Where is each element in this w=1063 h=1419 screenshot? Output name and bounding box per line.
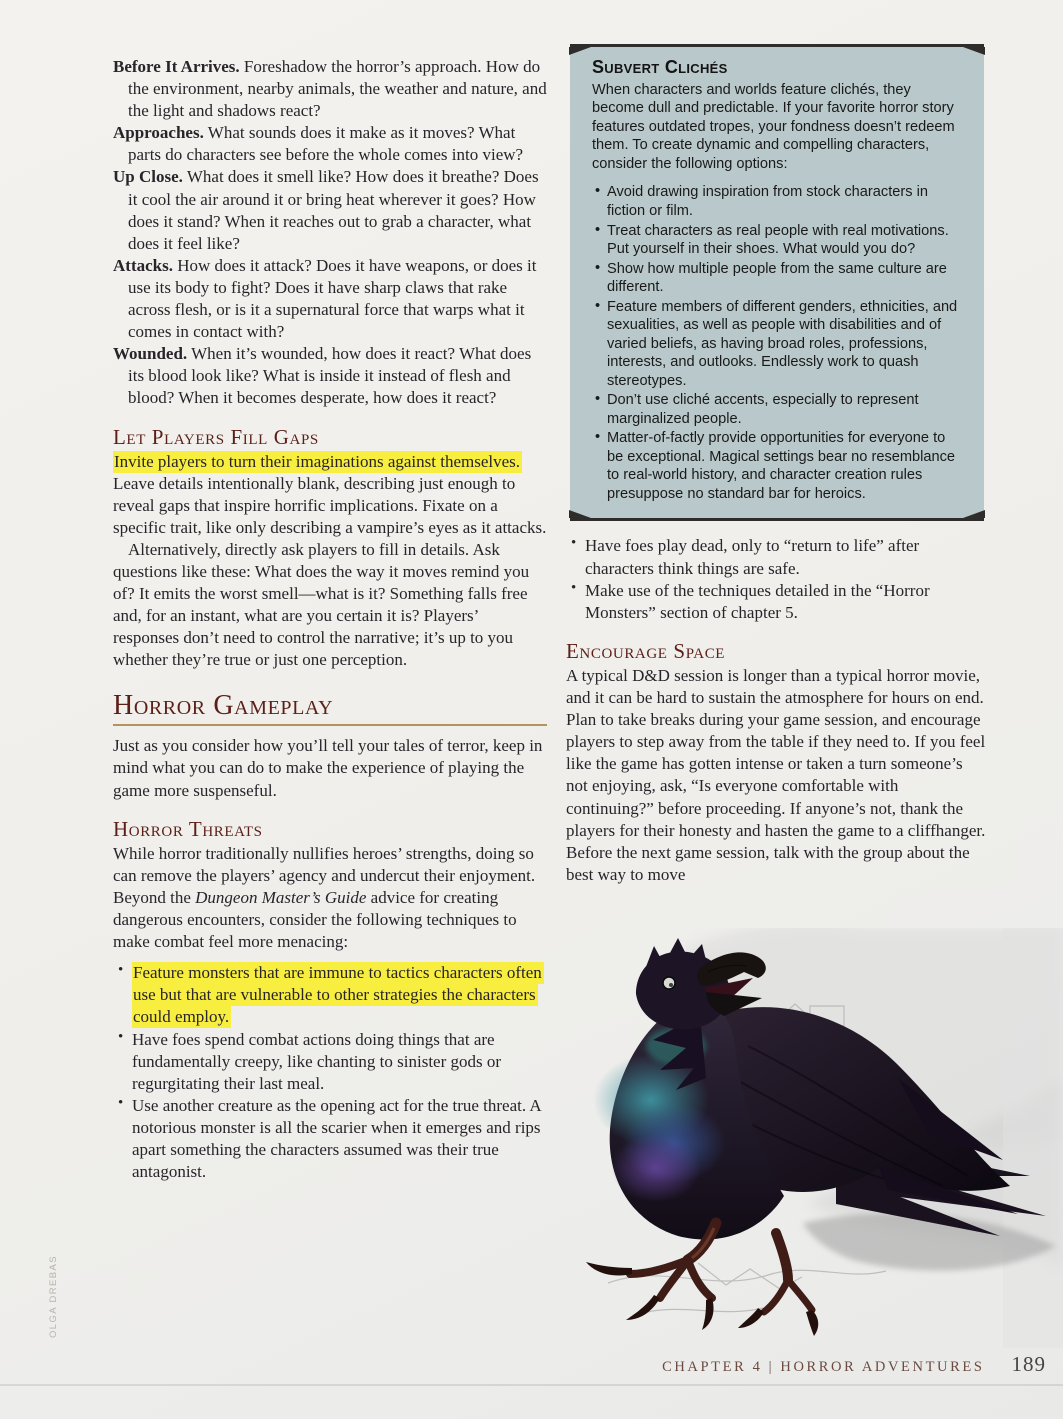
paragraph-text: Leave details intentionally blank, describing just enough to reveal gaps that inspire horrific implications. Fixate on a specific trait, like only describing a vampire’s eyes as it attacks. [113,473,547,537]
detail-up-close [113,166,547,254]
detail-approaches [113,122,547,166]
right-column [566,40,987,886]
sidebar-heading: Subvert Clichés [592,57,728,77]
sidebar-bullet-list [592,183,964,503]
highlighted-text: Feature monsters that are immune to tactics characters often use but that are vulnerable to other strategies the characters could employ. [133,963,542,1027]
book-title-italic: Dungeon Master’s Guide [195,887,367,907]
paragraph: Alternatively, directly ask players to fill in details. Ask questions like these: What does the way it moves remind you of? It emits the worst smell—what is it? Something falls free and, for an instant, what are you certain it is? Players’ responses don’t need to control the narrative; it’s up to you whether they’re true or just one perception. [113,540,530,670]
detail-before-it-arrives [113,56,547,122]
list-item [566,580,987,624]
list-item [566,535,987,579]
highlighted-text: Invite players to turn their imaginations against themselves. [114,451,521,471]
monster-approach-list [113,56,547,410]
paragraph: A typical D&D session is longer than a typical horror movie, and it can be hard to sustain the atmosphere for hours on end. Plan to take breaks during your game session, and encourage players to step away from the table if they need to. If you feel like the game has gotten intense or taken a turn someone’s not enjoying, ask, “Is everyone comfortable with continuing?” before proceeding. If anyone’s not, thank the players for their honesty and hasten the game to a cliffhanger. Before the next game session, talk with the group about the best way to move [566,666,986,884]
list-item-text: Don’t use cliché accents, especially to represent marginalized people. [607,392,919,427]
page-edge-shade [1003,928,1063,1348]
list-item [592,298,964,391]
wedge-icon [569,47,591,55]
raven-illustration [548,928,1063,1348]
heading-let-players-fill-gaps: Let Players Fill Gaps [113,424,319,449]
list-item [113,1029,547,1095]
detail-text: How does it attack? Does it have weapons, or does it use its body to fight? Does it have sharp claws that rake across flesh, or is it a supernatural force that warps what it comes in contact with? [128,255,537,342]
horror-threats-bullet-list [113,962,547,1183]
list-item-text: Have foes play dead, only to “return to life” after characters think things are safe. [585,536,920,578]
list-item [592,260,964,297]
paragraph [113,451,547,539]
detail-attacks [113,255,547,343]
detail-label: Up Close. [113,167,183,187]
subvert-cliches-sidebar [570,44,984,521]
paragraph-text: advice for creating dangerous encounters, consider the following techniques to make combat feel more menacing: [113,887,517,952]
footer-rule [0,1384,1063,1386]
list-item-text: Show how multiple people from the same culture are different. [607,260,947,296]
sidebar-bottom-border [570,518,984,521]
sidebar-intro: When characters and worlds feature clichés, they become dull and predictable. If your favorite horror story features outdated tropes, your fondness doesn’t redeem them. To create dynamic and compelling characters, consider the following options: [592,81,955,172]
paragraph: Just as you consider how you’ll tell your tales of terror, keep in mind what you can do to make the experience of playing the game more suspenseful. [113,736,543,800]
wedge-icon [963,47,985,55]
detail-text: What sounds does it make as it moves? What parts do characters see before the whole comes into view? [128,123,524,165]
list-item [113,962,547,1028]
list-item-text: Treat characters as real people with real motivations. Put yourself in their shoes. What would you do? [607,222,949,258]
list-item [592,391,964,428]
detail-text: What does it smell like? How does it breathe? Does it cool the air around it or bring heat wherever it goes? How does it stand? When it reaches out to grab a character, what does it feel like? [128,167,539,253]
list-item [592,183,964,220]
detail-label: Wounded. [113,344,188,364]
footer-chapter: CHAPTER 4 | HORROR ADVENTURES [662,1359,985,1375]
sidebar-body [570,47,984,518]
left-column [113,56,547,1183]
list-item-text: Make use of the techniques detailed in the “Horror Monsters” section of chapter 5. [585,580,930,622]
list-item-text: Matter-of-factly provide opportunities for everyone to be exceptional. Magical settings bear no resemblance to real-world history, and character creation rules presuppose no standard bar for heroics. [607,430,956,502]
detail-wounded [113,343,547,409]
paragraph-text: While horror traditionally nullifies heroes’ strengths, doing so can remove the players’ agency and undercut their enjoyment. Beyond the [113,843,536,907]
sidebar-top-border [570,44,984,47]
list-item-text: Use another creature as the opening act for the true threat. A notorious monster is all the scarier when it emerges and rips apart something the characters assumed was their true antagonist. [132,1095,541,1182]
list-item-text: Avoid drawing inspiration from stock characters in fiction or film. [607,184,928,219]
heading-horror-threats: Horror Threats [113,816,263,841]
artist-credit: OLGA DREBAS [48,1255,59,1338]
post-sidebar-bullet-list [566,535,987,623]
page-footer [0,1352,1063,1377]
page-number: 189 [1011,1352,1046,1376]
list-item [592,429,964,503]
wedge-icon [569,510,591,518]
paragraph [113,843,547,953]
list-item [113,1095,547,1183]
heading-encourage-space: Encourage Space [566,638,726,663]
detail-text: When it’s wounded, how does it react? What does its blood look like? What is inside it instead of flesh and blood? When it becomes desperate, how does it react? [128,344,532,408]
wedge-icon [963,510,985,518]
detail-label: Approaches. [113,123,204,143]
detail-label: Attacks. [113,255,173,275]
detail-text: Foreshadow the horror’s approach. How do the environment, nearby animals, the weather and nature, and the light and shadows react? [128,57,547,121]
detail-label: Before It Arrives. [113,57,240,76]
list-item-text: Feature members of different genders, ethnicities, and sexualities, as well as people with disabilities and of varied beliefs, as having broad roles, professions, interests, and outlooks. Endlessly work to quash stereotypes. [607,298,958,389]
heading-horror-gameplay: Horror Gameplay [113,691,547,727]
list-item-text: Have foes spend combat actions doing things that are fundamentally creepy, like chanting to sinister gods or regurgitating their last meal. [132,1029,502,1093]
list-item [592,222,964,259]
